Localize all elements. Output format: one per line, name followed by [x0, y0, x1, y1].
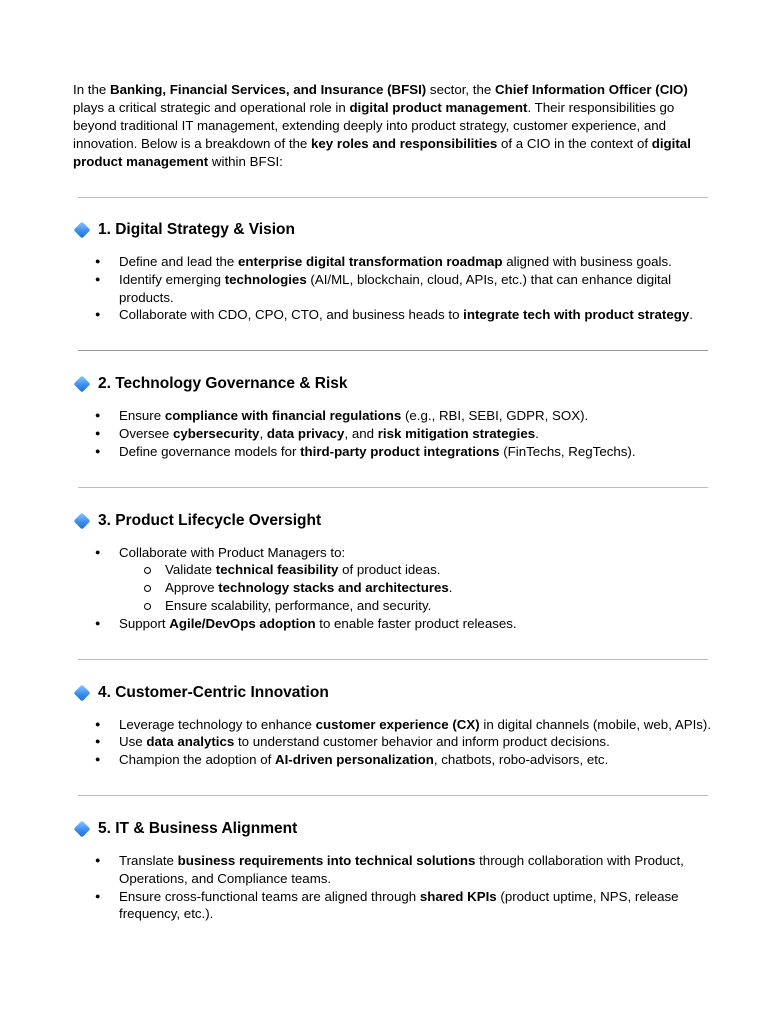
section-5-heading — [73, 818, 713, 840]
text-run: to enable faster product releases. — [315, 615, 517, 631]
section-2-heading — [73, 373, 713, 395]
list-item — [73, 888, 713, 924]
text-run: Ensure cross-functional teams are aligned through — [119, 888, 420, 904]
section-2-title: 2. Technology Governance & Risk — [98, 375, 348, 393]
bold-text: integrate tech with product strategy — [463, 307, 690, 323]
text-run: of a CIO in the context of — [497, 136, 652, 151]
divider-1 — [78, 197, 708, 198]
text-run: , and — [344, 425, 378, 441]
text-run: Define governance models for — [119, 443, 301, 459]
bold-text: cybersecurity — [172, 425, 260, 441]
text-run: . Their responsibilities go beyond traditional IT management, extending deeply into product strategy, customer experience, and innovation. Below is a breakdown of the — [73, 100, 675, 151]
text-run: Ensure — [119, 408, 165, 424]
text-run: to understand customer behavior and inform product decisions. — [234, 734, 610, 750]
bold-text: technology stacks and architectures — [218, 580, 449, 596]
section-1-heading — [73, 219, 713, 241]
text-run: . — [535, 425, 539, 441]
bold-text: AI-driven personalization — [274, 752, 434, 768]
text-run: Use — [119, 734, 147, 750]
text-run: through collaboration with Product, Operations, and Compliance teams. — [119, 852, 684, 886]
bold-text: enterprise digital transformation roadmap — [238, 254, 503, 269]
list-item — [73, 407, 713, 425]
section-4-title: 4. Customer-Centric Innovation — [98, 683, 329, 701]
text-run: . — [448, 580, 453, 596]
blue-diamond-icon — [73, 818, 90, 840]
bold-text: technologies — [224, 271, 307, 287]
text-run: (AI/ML, blockchain, cloud, APIs, etc.) that can enhance digital products. — [119, 271, 672, 305]
section-3-sublist — [73, 561, 713, 614]
bold-text: compliance with financial regulations — [164, 408, 402, 424]
text-run: Leverage technology to enhance — [119, 716, 316, 732]
list-item-text — [119, 545, 345, 560]
sub-list-item — [119, 561, 713, 579]
text-run: Collaborate with Product Managers to: — [119, 544, 346, 560]
text-run: of product ideas. — [338, 562, 441, 578]
bold-text: shared KPIs — [419, 888, 497, 904]
list-item — [73, 852, 713, 888]
text-run: Champion the adoption of — [119, 752, 275, 768]
bold-text: technical feasibility — [215, 562, 339, 578]
bold-text: customer experience (CX) — [315, 716, 480, 732]
intro-paragraph — [73, 81, 713, 171]
divider-4 — [78, 659, 708, 660]
list-item — [73, 443, 713, 461]
text-run: . — [689, 307, 693, 323]
text-run: Ensure scalability, performance, and security. — [165, 597, 432, 613]
divider-2 — [78, 350, 708, 351]
list-item — [73, 306, 713, 324]
section-1-list — [73, 253, 713, 324]
section-2-list — [73, 407, 713, 460]
section-3-list-cont — [73, 615, 713, 633]
text-run: , chatbots, robo-advisors, etc. — [433, 752, 609, 768]
text-run: (FinTechs, RegTechs). — [499, 443, 636, 459]
section-3-title: 3. Product Lifecycle Oversight — [98, 511, 322, 529]
text-run: Identify emerging — [119, 271, 225, 287]
text-run: within BFSI: — [208, 154, 283, 169]
text-run: Define and lead the — [119, 254, 239, 269]
bold-text: Chief Information Officer (CIO) — [494, 82, 688, 97]
text-run: Collaborate with CDO, CPO, CTO, and business heads to — [119, 307, 464, 323]
bold-text: key roles and responsibilities — [311, 136, 498, 151]
document-body — [73, 81, 713, 923]
bold-text: Banking, Financial Services, and Insurance (BFSI) — [109, 82, 427, 97]
section-3-list — [73, 544, 713, 562]
list-item — [73, 716, 713, 734]
blue-diamond-icon — [73, 510, 90, 532]
list-item — [73, 615, 713, 633]
section-5-title: 5. IT & Business Alignment — [98, 819, 298, 837]
text-run: plays a critical strategic and operational role in — [73, 100, 350, 115]
text-run: Translate — [119, 852, 178, 868]
list-item — [73, 733, 713, 751]
divider-3 — [78, 487, 708, 488]
divider-5 — [78, 795, 708, 796]
list-item — [73, 271, 713, 307]
text-run: Oversee — [119, 425, 173, 441]
bold-text: data privacy — [266, 425, 345, 441]
bold-text: digital product management — [349, 100, 528, 115]
list-item — [73, 751, 713, 769]
bold-text: data analytics — [146, 734, 235, 750]
blue-diamond-icon — [73, 682, 90, 704]
text-run: In the — [73, 82, 110, 97]
blue-diamond-icon — [73, 219, 90, 241]
text-run: Approve — [165, 580, 219, 596]
bold-text: business requirements into technical solutions — [177, 852, 476, 868]
text-run: (e.g., RBI, SEBI, GDPR, SOX). — [401, 408, 589, 424]
bold-text: third-party product integrations — [300, 443, 500, 459]
text-run: sector, the — [426, 82, 495, 97]
sub-list-item — [119, 579, 713, 597]
text-run: (product uptime, NPS, release frequency, etc.). — [119, 888, 679, 922]
text-run: Support — [119, 615, 170, 631]
text-run: , — [259, 425, 267, 441]
list-item — [73, 425, 713, 443]
text-run: in digital channels (mobile, web, APIs). — [479, 716, 712, 732]
section-3-heading — [73, 510, 713, 532]
text-run: aligned with business goals. — [502, 254, 672, 269]
list-item — [73, 544, 713, 562]
section-1-title: 1. Digital Strategy & Vision — [98, 221, 295, 238]
bold-text: Agile/DevOps adoption — [169, 615, 316, 631]
bold-text: digital product management — [73, 136, 691, 169]
list-item — [73, 253, 713, 271]
section-4-list — [73, 716, 713, 769]
section-5-list — [73, 852, 713, 923]
section-4-heading — [73, 682, 713, 704]
sub-list-item — [119, 597, 713, 615]
bold-text: risk mitigation strategies — [377, 425, 536, 441]
text-run: Validate — [165, 562, 216, 578]
blue-diamond-icon — [73, 373, 90, 395]
